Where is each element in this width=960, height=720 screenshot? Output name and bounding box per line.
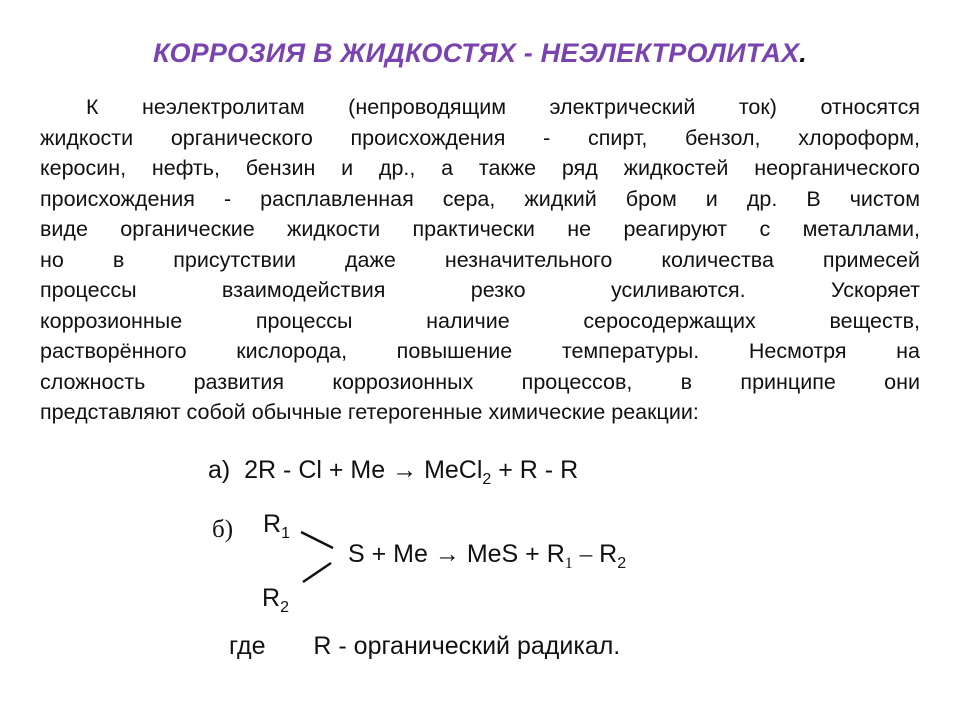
paragraph-line: растворённого кислорода, повышение температуры. Несмотря на [40,339,920,363]
title-period: . [799,38,807,68]
equation-a-product-subscript: 2 [482,471,492,488]
bond-lines [290,520,350,600]
paragraph-line: коррозионные процессы наличие серосодержащих веществ, [40,308,920,333]
slide-title [0,38,960,69]
equation-b-label: б) [212,516,234,543]
bond-line-upper [301,532,333,548]
equation-b-main [348,540,627,572]
paragraph-line: виде органические жидкости практически не реагируют с металлами, [40,217,920,241]
equation-a-reactants: 2R - Cl + Me [244,456,386,484]
paragraph-line: но в присутствии даже незначительного количества примесей [40,247,920,272]
title-text: КОРРОЗИЯ В ЖИДКОСТЯХ - НЕЭЛЕКТРОЛИТАХ [153,38,800,68]
reaction-arrow-icon: → [434,541,460,568]
paragraph-line: К неэлектролитам (непроводящим электрический ток) относятся [86,95,920,119]
reaction-arrow-icon: → [392,457,418,484]
equation-a-label: а) [208,456,231,484]
body-paragraph [40,92,920,428]
paragraph-line: процессы взаимодействия резко усиливаются. Ускоряет [40,278,920,302]
equation-b-r1-subscript: 1 [564,555,573,572]
where-definition: R - органический радикал. [313,632,621,660]
equation-b-products: MeS + R [466,540,565,568]
equation-a-rest: + R - R [498,456,579,484]
paragraph-line: керосин, нефть, бензин и др., а также ряд жидкостей неорганического [40,156,920,180]
equation-b-r1 [263,510,290,542]
where-word: где [229,632,266,660]
paragraph-line: происхождения - расплавленная сера, жидкий бром и др. В чистом [40,186,920,211]
equation-b-r2-subscript: 2 [617,555,627,572]
paragraph-line: сложность развития коррозионных процессов, в принципе они [40,369,920,394]
equation-b-dash: – [579,541,593,568]
r1-subscript: 1 [281,525,290,542]
equation-a [208,456,579,488]
r2-symbol: R [262,584,281,612]
equation-b-reactants: S + Me [348,540,428,568]
equation-b-r2 [262,584,289,616]
equation-a-product: MeCl [424,456,483,484]
r1-symbol: R [263,510,282,538]
r2-subscript: 2 [280,599,289,616]
paragraph-line: жидкости органического происхождения - спирт, бензол, хлороформ, [40,125,920,150]
where-line [229,632,620,661]
paragraph-line: представляют собой обычные гетерогенные химические реакции: [40,400,699,424]
bond-line-lower [303,563,331,582]
equation-b-r2: R [599,540,618,568]
